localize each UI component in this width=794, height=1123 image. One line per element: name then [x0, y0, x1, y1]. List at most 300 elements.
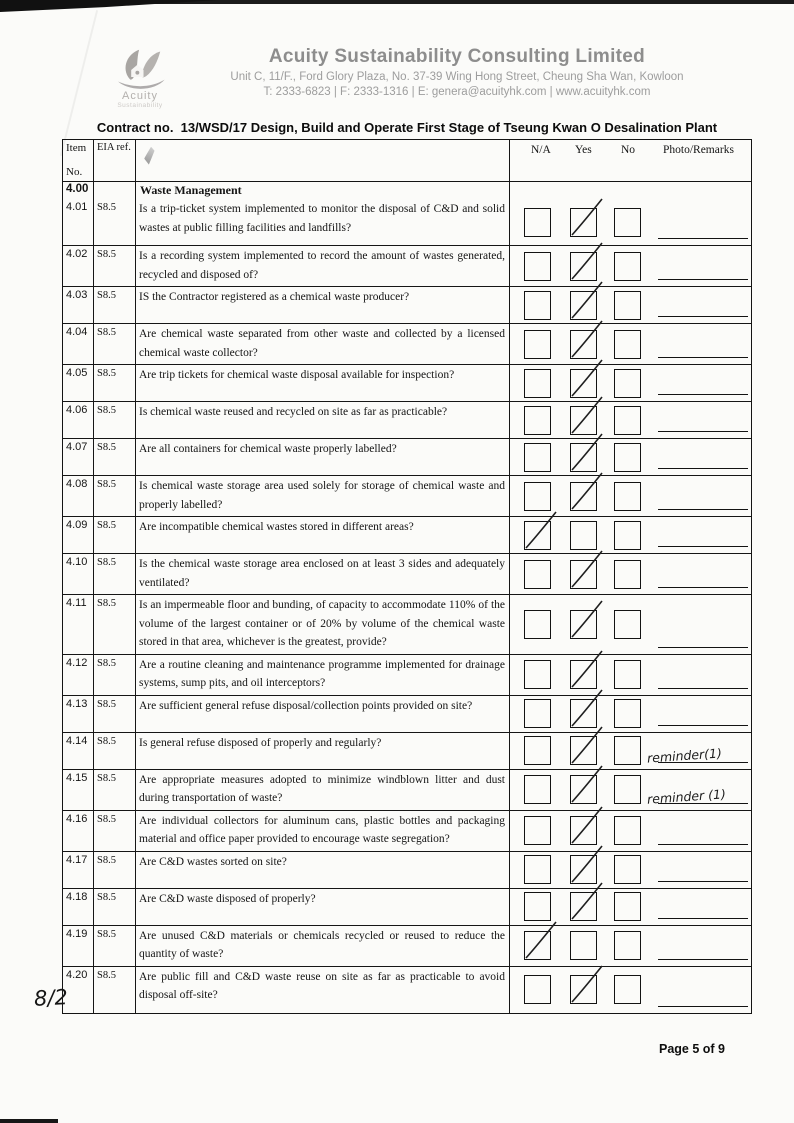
remarks-blank-line [658, 881, 748, 882]
question-cell [135, 595, 509, 654]
header-yes-label: Yes [575, 144, 592, 156]
yes-checkbox [570, 406, 597, 435]
question-text: Are chemical waste separated from other waste and collected by a licensed chemical waste collector? [139, 328, 505, 359]
na-checkbox [524, 406, 551, 435]
question-cell [135, 476, 509, 516]
no-checkbox [614, 975, 641, 1004]
question-cell [135, 967, 509, 1013]
remarks-cell [641, 476, 751, 516]
eia-ref-cell [93, 967, 135, 1013]
header-item-label: Item [66, 142, 87, 154]
yes-checkbox [570, 330, 597, 359]
yes-checkbox [570, 660, 597, 689]
na-checkbox [524, 521, 551, 550]
eia-ref-cell [93, 199, 135, 245]
remarks-cell [641, 926, 751, 966]
eia-ref-value: S8.5 [97, 657, 116, 669]
answer-cell [509, 655, 751, 695]
yes-checkbox [570, 736, 597, 765]
eia-ref-cell [93, 517, 135, 553]
scan-edge-corner [0, 0, 218, 13]
item-number: 4.03 [66, 289, 88, 301]
remarks-blank-line [658, 725, 748, 726]
question-cell [135, 852, 509, 888]
eia-ref-cell [93, 852, 135, 888]
no-checkbox [614, 699, 641, 728]
question-text: Is chemical waste reused and recycled on site as far as practicable? [139, 406, 448, 418]
no-checkbox [614, 482, 641, 511]
question-text: Is a recording system implemented to record the amount of wastes generated, recycled and disposed of? [139, 250, 505, 281]
na-checkbox [524, 208, 551, 237]
answer-cell [509, 967, 751, 1013]
tick-mark-icon [567, 803, 607, 847]
section-ref-empty [93, 182, 135, 199]
eia-ref-value: S8.5 [97, 202, 116, 213]
na-checkbox [524, 816, 551, 845]
question-cell [135, 889, 509, 925]
item-number: 4.18 [66, 890, 88, 903]
table-row [63, 769, 751, 810]
answer-cell [509, 287, 751, 323]
item-number: 4.06 [66, 404, 88, 416]
remarks-blank-line [658, 279, 748, 280]
question-text: Are appropriate measures adopted to minimize windblown litter and dust during transportation of waste? [139, 773, 505, 804]
na-checkbox [524, 736, 551, 765]
remarks-blank-line [658, 918, 748, 919]
header-no-col-label: No [621, 144, 636, 156]
answer-cell [509, 554, 751, 594]
eia-ref-cell [93, 246, 135, 286]
eia-ref-cell [93, 476, 135, 516]
remarks-blank-line [658, 468, 748, 469]
eia-ref-value: S8.5 [97, 290, 116, 301]
remarks-blank-line [658, 546, 748, 547]
tick-mark-icon [567, 962, 607, 1006]
answer-cell [509, 365, 751, 401]
item-number-cell [63, 595, 93, 654]
item-number-cell [63, 770, 93, 810]
eia-ref-value: S8.5 [97, 969, 116, 981]
eia-ref-cell [93, 402, 135, 438]
remarks-blank-line [658, 316, 748, 317]
table-row [63, 401, 751, 438]
handwritten-remark: reminder (1) [646, 785, 727, 807]
tick-mark-icon [567, 317, 607, 361]
header-photo-remarks-label: Photo/Remarks [663, 144, 734, 156]
table-header-row [63, 140, 751, 182]
tick-mark-icon [567, 239, 607, 283]
table-row [63, 245, 751, 286]
answer-cell [509, 476, 751, 516]
item-number-cell [63, 246, 93, 286]
yes-checkbox [570, 855, 597, 884]
item-number: 4.11 [66, 597, 87, 609]
header-na-label: N/A [531, 144, 551, 156]
eia-ref-value: S8.5 [97, 735, 116, 747]
question-cell [135, 365, 509, 401]
answer-cell [509, 852, 751, 888]
checklist-table [62, 139, 752, 1014]
na-checkbox [524, 610, 551, 639]
eia-ref-value: S8.5 [97, 854, 116, 866]
answer-cell [509, 889, 751, 925]
no-checkbox [614, 855, 641, 884]
header-item-no [63, 140, 93, 181]
question-text: Are individual collectors for aluminum cans, plastic bottles and packaging material and office paper provided to encourage waste segregation? [139, 814, 505, 845]
item-number: 4.07 [66, 441, 88, 453]
remarks-cell [641, 889, 751, 925]
pen-smudge-mark [143, 146, 157, 164]
eia-ref-value: S8.5 [97, 891, 116, 903]
eia-ref-cell [93, 655, 135, 695]
question-cell [135, 554, 509, 594]
item-number: 4.16 [66, 812, 88, 825]
eia-ref-cell [93, 770, 135, 810]
eia-ref-value: S8.5 [97, 813, 116, 825]
section-title: Waste Management [135, 182, 509, 199]
table-row [63, 594, 751, 654]
no-checkbox [614, 521, 641, 550]
eia-ref-cell [93, 733, 135, 769]
remarks-blank-line [658, 394, 748, 395]
question-cell [135, 655, 509, 695]
item-number: 4.14 [66, 734, 88, 747]
item-number: 4.09 [66, 519, 88, 531]
table-row [63, 475, 751, 516]
na-checkbox [524, 560, 551, 589]
header-no-label: No. [66, 166, 83, 178]
no-checkbox [614, 443, 641, 472]
table-row [63, 851, 751, 888]
no-checkbox [614, 892, 641, 921]
answer-cell [509, 199, 751, 245]
na-checkbox [524, 892, 551, 921]
eia-ref-value: S8.5 [97, 557, 116, 568]
na-checkbox [524, 291, 551, 320]
eia-ref-cell [93, 365, 135, 401]
item-number-cell [63, 655, 93, 695]
no-checkbox [614, 252, 641, 281]
question-text: Is the chemical waste storage area enclosed on at least 3 sides and adequately ventilated? [139, 558, 505, 589]
question-text: Is a trip-ticket system implemented to monitor the disposal of C&D and solid wastes at public filling facilities and landfills? [139, 203, 505, 234]
remarks-blank-line [658, 587, 748, 588]
remarks-cell [641, 696, 751, 732]
yes-checkbox [570, 931, 597, 960]
tick-mark-icon [567, 547, 607, 591]
item-number-cell [63, 889, 93, 925]
question-text: Are incompatible chemical wastes stored in different areas? [139, 521, 414, 533]
header-question-column [135, 140, 509, 181]
remarks-cell [641, 770, 751, 810]
item-number-cell [63, 402, 93, 438]
yes-checkbox [570, 699, 597, 728]
item-number: 4.05 [66, 367, 88, 379]
remarks-cell [641, 852, 751, 888]
yes-checkbox [570, 892, 597, 921]
item-number-cell [63, 554, 93, 594]
item-number: 4.20 [66, 968, 88, 981]
question-cell [135, 439, 509, 475]
remarks-cell [641, 811, 751, 851]
tick-mark-icon [567, 469, 607, 513]
logo-wordmark: Acuity [122, 90, 158, 102]
eia-ref-cell [93, 889, 135, 925]
remarks-blank-line [658, 1006, 748, 1007]
item-number-cell [63, 517, 93, 553]
question-text: Are a routine cleaning and maintenance programme implemented for drainage systems, sump pits, and oil interceptors? [139, 658, 505, 689]
remarks-cell [641, 733, 751, 769]
question-cell [135, 696, 509, 732]
item-number: 4.12 [66, 656, 88, 669]
item-number-cell [63, 696, 93, 732]
question-cell [135, 517, 509, 553]
remarks-blank-line [658, 509, 748, 510]
company-name: Acuity Sustainability Consulting Limited [268, 46, 646, 67]
question-text: Is chemical waste storage area used solely for storage of chemical waste and properly labelled? [139, 480, 505, 511]
answer-cell [509, 439, 751, 475]
remarks-blank-line [658, 357, 748, 358]
section-answer-empty [509, 182, 751, 199]
question-cell [135, 199, 509, 245]
no-checkbox [614, 208, 641, 237]
no-checkbox [614, 330, 641, 359]
eia-ref-value: S8.5 [97, 698, 116, 710]
tick-mark-icon [567, 597, 607, 641]
eia-ref-value: S8.5 [97, 405, 116, 416]
eia-ref-value: S8.5 [97, 442, 116, 453]
eia-ref-value: S8.5 [97, 520, 116, 531]
yes-checkbox [570, 443, 597, 472]
table-row [63, 732, 751, 769]
question-text: Is general refuse disposed of properly and regularly? [139, 736, 382, 749]
na-checkbox [524, 660, 551, 689]
handwritten-page-note: 8/2 [33, 985, 69, 1011]
eia-ref-cell [93, 287, 135, 323]
yes-checkbox [570, 521, 597, 550]
question-text: Are public fill and C&D waste reuse on site as far as practicable to avoid disposal off-site? [139, 970, 505, 1001]
item-number: 4.13 [66, 697, 88, 710]
question-text: Are all containers for chemical waste properly labelled? [139, 443, 397, 455]
item-number: 4.10 [66, 556, 88, 568]
question-text: Are C&D wastes sorted on site? [139, 855, 287, 868]
item-number: 4.15 [66, 771, 88, 784]
table-row [63, 553, 751, 594]
table-row [63, 925, 751, 966]
no-checkbox [614, 660, 641, 689]
remarks-blank-line [658, 647, 748, 648]
answer-cell [509, 595, 751, 654]
question-text: Are trip tickets for chemical waste disposal available for inspection? [139, 369, 455, 381]
question-cell [135, 324, 509, 364]
no-checkbox [614, 369, 641, 398]
remarks-cell [641, 967, 751, 1013]
remarks-cell [641, 199, 751, 245]
answer-cell [509, 811, 751, 851]
table-row [63, 364, 751, 401]
eia-ref-value: S8.5 [97, 368, 116, 379]
remarks-cell [641, 655, 751, 695]
question-text: Are sufficient general refuse disposal/collection points provided on site? [139, 699, 473, 712]
no-checkbox [614, 931, 641, 960]
eia-ref-value: S8.5 [97, 772, 116, 784]
company-contact: T: 2333-6823 | F: 2333-1316 | E: genera@acuityhk.com | www.acuityhk.com [263, 86, 651, 98]
yes-checkbox [570, 775, 597, 804]
na-checkbox [524, 699, 551, 728]
contract-title: Contract no. 13/WSD/17 Design, Build and Operate First Stage of Tseung Kwan O Desalination Plant [96, 120, 718, 135]
answer-cell [509, 733, 751, 769]
yes-checkbox [570, 482, 597, 511]
question-cell [135, 770, 509, 810]
eia-ref-value: S8.5 [97, 327, 116, 338]
table-row [63, 323, 751, 364]
no-checkbox [614, 406, 641, 435]
no-checkbox [614, 560, 641, 589]
answer-cell [509, 696, 751, 732]
answer-cell [509, 770, 751, 810]
yes-checkbox [570, 369, 597, 398]
item-number: 4.08 [66, 478, 88, 490]
tick-mark-icon [567, 762, 607, 806]
remarks-blank-line [658, 844, 748, 845]
eia-ref-value: S8.5 [97, 249, 116, 260]
question-cell [135, 926, 509, 966]
eia-ref-value: S8.5 [97, 928, 116, 940]
question-text: Is an impermeable floor and bunding, of capacity to accommodate 110% of the volume of the largest container or of 20% by volume of the chemical waste stored in that area, whichever is the greatest, provide? [139, 599, 505, 648]
remarks-cell [641, 246, 751, 286]
no-checkbox [614, 291, 641, 320]
question-cell [135, 246, 509, 286]
table-row [63, 438, 751, 475]
remarks-blank-line [658, 959, 748, 960]
yes-checkbox [570, 816, 597, 845]
checklist-rows [63, 199, 751, 1013]
item-number-cell [63, 811, 93, 851]
tick-mark-icon [567, 195, 607, 239]
na-checkbox [524, 482, 551, 511]
item-number-cell [63, 852, 93, 888]
na-checkbox [524, 330, 551, 359]
remarks-cell [641, 554, 751, 594]
eia-ref-cell [93, 439, 135, 475]
question-text: Are unused C&D materials or chemicals recycled or reused to reduce the quantity of waste? [139, 929, 505, 960]
question-cell [135, 402, 509, 438]
item-number-cell [63, 439, 93, 475]
item-number-cell [63, 365, 93, 401]
item-number-cell [63, 199, 93, 245]
eia-ref-cell [93, 595, 135, 654]
table-row [63, 654, 751, 695]
scan-edge-bottom [0, 1119, 58, 1123]
item-number-cell [63, 476, 93, 516]
table-row [63, 199, 751, 245]
question-cell [135, 733, 509, 769]
header-eia-ref: EIA ref. [93, 140, 135, 181]
section-header-row [63, 182, 751, 199]
answer-cell [509, 517, 751, 553]
item-number: 4.02 [66, 248, 88, 260]
logo-tagline: Sustainability [117, 102, 163, 109]
remarks-cell [641, 595, 751, 654]
question-cell [135, 287, 509, 323]
question-text: IS the Contractor registered as a chemical waste producer? [139, 291, 410, 303]
yes-checkbox [570, 291, 597, 320]
company-address: Unit C, 11/F., Ford Glory Plaza, No. 37-39 Wing Hong Street, Cheung Sha Wan, Kowloon [230, 71, 684, 83]
na-checkbox [524, 369, 551, 398]
remarks-blank-line [658, 688, 748, 689]
eia-ref-cell [93, 554, 135, 594]
remarks-cell [641, 402, 751, 438]
remarks-cell [641, 439, 751, 475]
eia-ref-cell [93, 696, 135, 732]
answer-cell [509, 246, 751, 286]
table-row [63, 810, 751, 851]
no-checkbox [614, 610, 641, 639]
remarks-cell [641, 287, 751, 323]
yes-checkbox [570, 610, 597, 639]
eia-ref-cell [93, 811, 135, 851]
item-number: 4.17 [66, 853, 88, 866]
eia-ref-value: S8.5 [97, 598, 116, 609]
section-number: 4.00 [66, 183, 89, 195]
answer-cell [509, 324, 751, 364]
header-answer-columns [509, 140, 751, 181]
remarks-cell [641, 517, 751, 553]
na-checkbox [524, 855, 551, 884]
yes-checkbox [570, 560, 597, 589]
handwritten-remark: reminder(1) [646, 744, 723, 766]
eia-ref-value: S8.5 [97, 479, 116, 490]
item-number: 4.01 [66, 201, 88, 213]
tick-mark-icon [567, 647, 607, 691]
remarks-cell [641, 324, 751, 364]
item-number-cell [63, 287, 93, 323]
no-checkbox [614, 736, 641, 765]
yes-checkbox [570, 975, 597, 1004]
eia-ref-cell [93, 324, 135, 364]
item-number-cell [63, 733, 93, 769]
table-row [63, 516, 751, 553]
answer-cell [509, 926, 751, 966]
no-checkbox [614, 816, 641, 845]
letterhead [150, 46, 764, 98]
item-number-cell [63, 926, 93, 966]
na-checkbox [524, 443, 551, 472]
item-number: 4.19 [66, 927, 88, 940]
remarks-cell [641, 365, 751, 401]
item-number-cell [63, 324, 93, 364]
tick-mark-icon [521, 918, 561, 962]
question-text: Are C&D waste disposed of properly? [139, 892, 316, 905]
no-checkbox [614, 775, 641, 804]
item-number: 4.04 [66, 326, 88, 338]
na-checkbox [524, 252, 551, 281]
answer-cell [509, 402, 751, 438]
remarks-blank-line [658, 238, 748, 239]
remarks-blank-line [658, 431, 748, 432]
na-checkbox [524, 975, 551, 1004]
page-number: Page 5 of 9 [659, 1042, 725, 1056]
table-row [63, 695, 751, 732]
question-cell [135, 811, 509, 851]
na-checkbox [524, 931, 551, 960]
eia-ref-cell [93, 926, 135, 966]
table-row [63, 888, 751, 925]
yes-checkbox [570, 208, 597, 237]
yes-checkbox [570, 252, 597, 281]
table-row [63, 286, 751, 323]
table-row [63, 966, 751, 1013]
na-checkbox [524, 775, 551, 804]
